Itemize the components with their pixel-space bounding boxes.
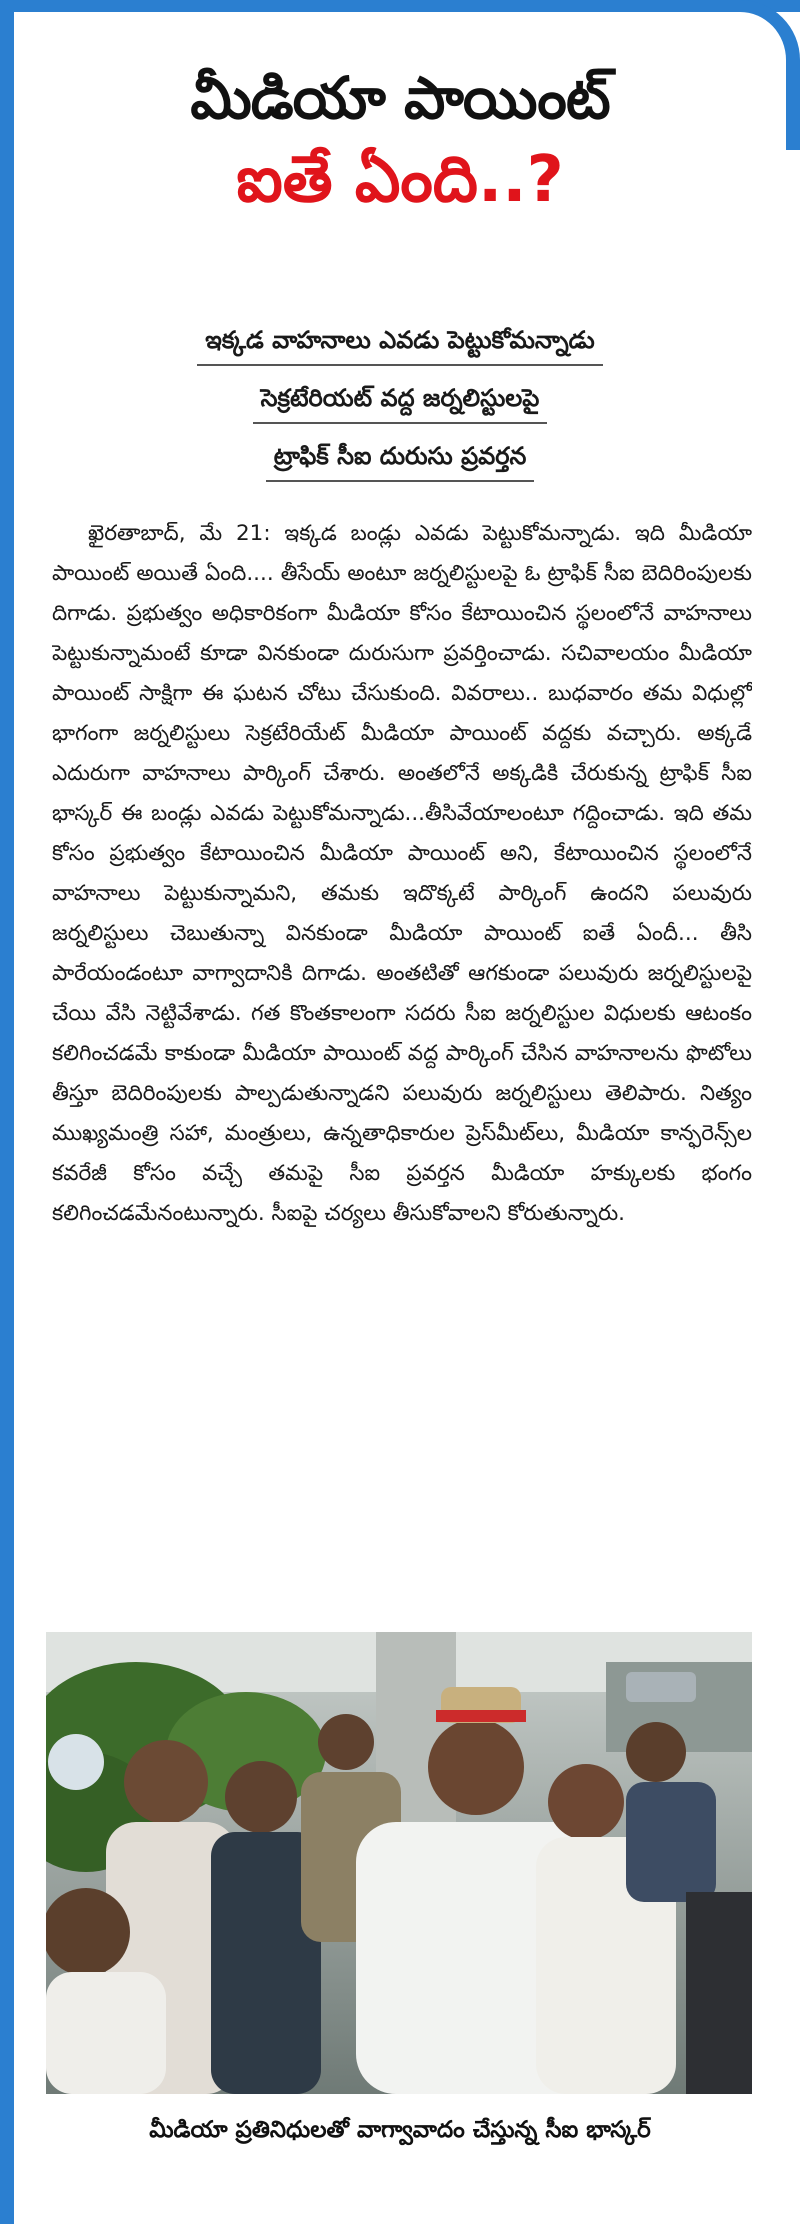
headline [24,62,776,220]
headline-line-1: మీడియా పాయింట్ [190,64,610,132]
frame-left-border [0,0,14,2224]
news-photo [46,1632,752,2094]
frame-top-border [0,0,800,12]
subheading-3: ట్రాఫిక్ సీఐ దురుసు ప్రవర్తన [266,434,535,482]
photo-illustration [46,1632,752,2094]
photo-caption: మీడియా ప్రతినిధులతో వాగ్వావాదం చేస్తున్న సీఐ భాస్కర్ [149,2117,651,2143]
article-body: ఖైరతాబాద్, మే 21: ఇక్కడ బండ్లు ఎవడు పెట్టుకోమన్నాడు. ఇది మీడియా పాయింట్ అయితే ఏంది.... తీసేయ్ అంటూ జర్నలిస్టులపై ఓ ట్రాఫిక్ సీఐ బెదిరింపులకు దిగాడు. ప్రభుత్వం అధికారికంగా మీడియా కోసం కేటాయించిన స్థలంలోనే వాహనాలు పెట్టుకున్నామంటే కూడా వినకుండా దురుసుగా ప్రవర్తించాడు. సచివాలయం మీడియా పాయింట్ సాక్షిగా ఈ ఘటన చోటు చేసుకుంది. వివరాలు.. బుధవారం తమ విధుల్లో భాగంగా జర్నలిస్టులు సెక్రటేరియేట్ మీడియా పాయింట్ వద్దకు వచ్చారు. అక్కడే ఎదురుగా వాహనాలు పార్కింగ్ చేశారు. అంతలోనే అక్కడికి చేరుకున్న ట్రాఫిక్ సీఐ భాస్కర్ ఈ బండ్లు ఎవడు పెట్టుకోమన్నాడు...తీసివేయాలంటూ గద్దించాడు. ఇది తమ కోసం ప్రభుత్వం కేటాయించిన మీడియా పాయింట్ అని, కేటాయించిన స్థలంలోనే వాహనాలు పెట్టుకున్నామని, తమకు ఇదొక్కటే పార్కింగ్ ఉందని పలువురు జర్నలిస్టులు చెబుతున్నా వినకుండా మీడియా పాయింట్ ఐతే ఏందీ... తీసి పారేయండంటూ వాగ్వాదానికి దిగాడు. అంతటితో ఆగకుండా పలువురు జర్నలిస్టులపై చేయి వేసి నెట్టివేశాడు. గత కొంతకాలంగా సదరు సీఐ జర్నలిస్టుల విధులకు ఆటంకం కలిగించడమే కాకుండా మీడియా పాయింట్ వద్ద పార్కింగ్ చేసిన వాహనాలను ఫొటోలు తీస్తూ బెదిరింపులకు పాల్పడుతున్నాడని పలువురు జర్నలిస్టులు తెలిపారు. నిత్యం ముఖ్యమంత్రి సహా, మంత్రులు, ఉన్నతాధికారుల ప్రెస్‌మీట్‌లు, మీడియా కాన్ఫరెన్స్‌ల కవరేజీ కోసం వచ్చే తమపై సీఐ ప్రవర్తన మీడియా హక్కులకు భంగం కలిగించడమేనంటున్నారు. సీఐపై చర్యలు తీసుకోవాలని కోరుతున్నారు. [52,521,752,1226]
subheadings [40,318,760,492]
subheading-1: ఇక్కడ వాహనాలు ఎవడు పెట్టుకోమన్నాడు [197,318,602,366]
headline-line-2: ఐతే ఏంది..? [236,143,564,217]
subheading-2: సెక్రటేరియట్ వద్ద జర్నలిస్టులపై [253,376,548,424]
